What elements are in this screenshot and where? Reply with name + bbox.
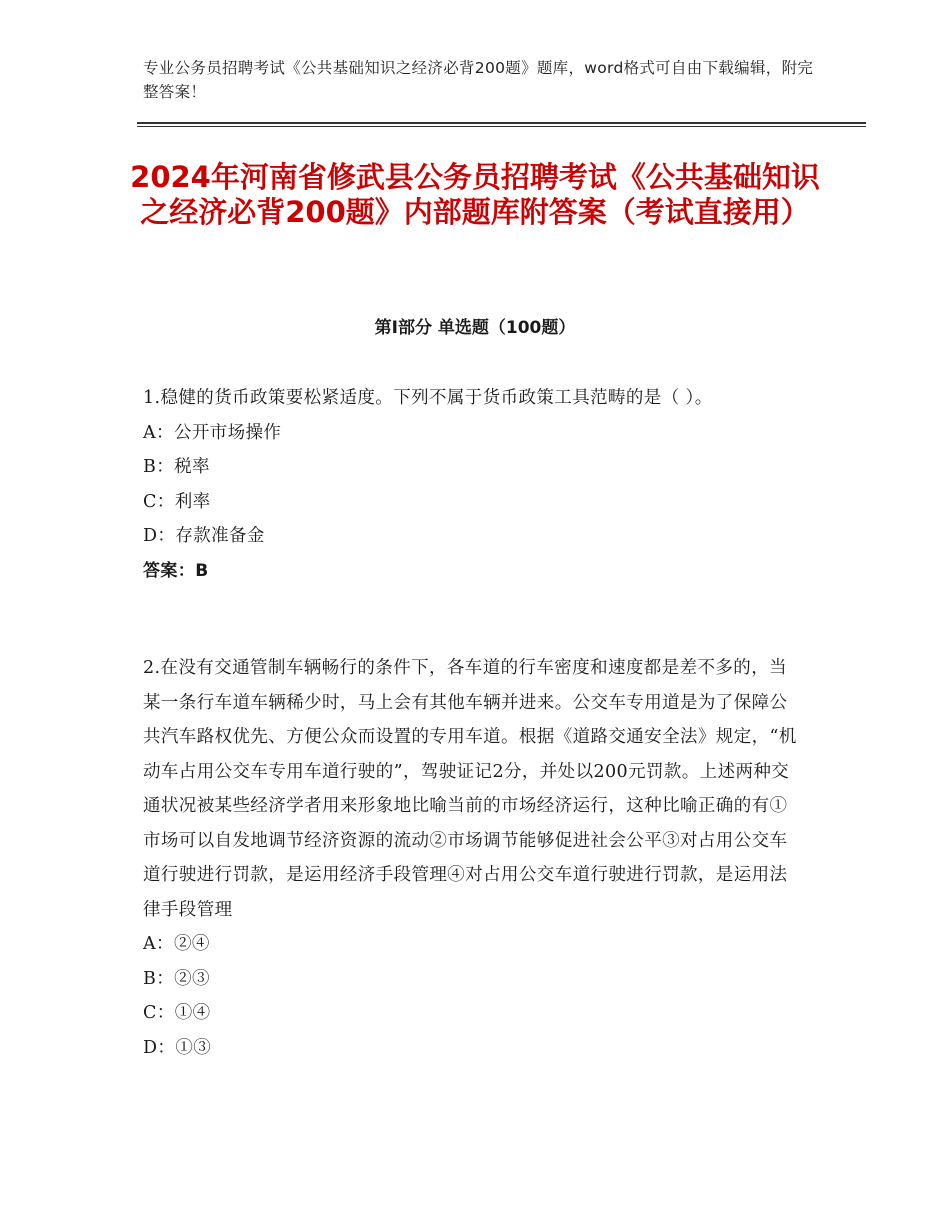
option-d: D：①③: [143, 1037, 212, 1058]
question-1: [143, 381, 803, 588]
option-a: A：公开市场操作: [143, 422, 282, 443]
header-divider-thick: [137, 122, 866, 124]
answer: 答案：B: [143, 560, 209, 581]
section-title: 第Ⅰ部分 单选题（100题）: [374, 318, 576, 338]
question-stem: 1.稳健的货币政策要松紧适度。下列不属于货币政策工具范畴的是（ ）。: [143, 388, 713, 408]
question-2: [143, 651, 803, 1065]
option-d: D：存款准备金: [143, 526, 265, 546]
option-c: C：①④: [143, 1003, 211, 1023]
question-stem: 2.在没有交通管制车辆畅行的条件下，各车道的行车密度和速度都是差不多的，当某一条行车道车辆稀少时，马上会有其他车辆并进来。公交车专用道是为了保障公共汽车路权优先、方便公众而设置的专用车道。根据《道路交通安全法》规定，“机动车占用公交车专用车道行驶的”，驾驶证记2分，并处以200元罚款。上述两种交通状况被某些经济学者用来形象地比喻当前的市场经济运行，这种比喻正确的有①市场可以自发地调节经济资源的流动②市场调节能够促进社会公平③对占用公交车道行驶进行罚款，是运用经济手段管理④对占用公交车道行驶进行罚款，是运用法律手段管理: [143, 658, 797, 920]
header-note: 专业公务员招聘考试《公共基础知识之经济必背200题》题库，word格式可自由下载编辑，附完整答案！: [143, 59, 814, 101]
document-title: 2024年河南省修武县公务员招聘考试《公共基础知识之经济必背200题》内部题库附答案（考试直接用）: [130, 160, 820, 229]
option-c: C：利率: [143, 491, 211, 512]
option-b: B：税率: [143, 457, 210, 477]
option-a: A：②④: [143, 934, 210, 954]
header-divider-thin: [137, 126, 866, 127]
option-b: B：②③: [143, 968, 210, 989]
